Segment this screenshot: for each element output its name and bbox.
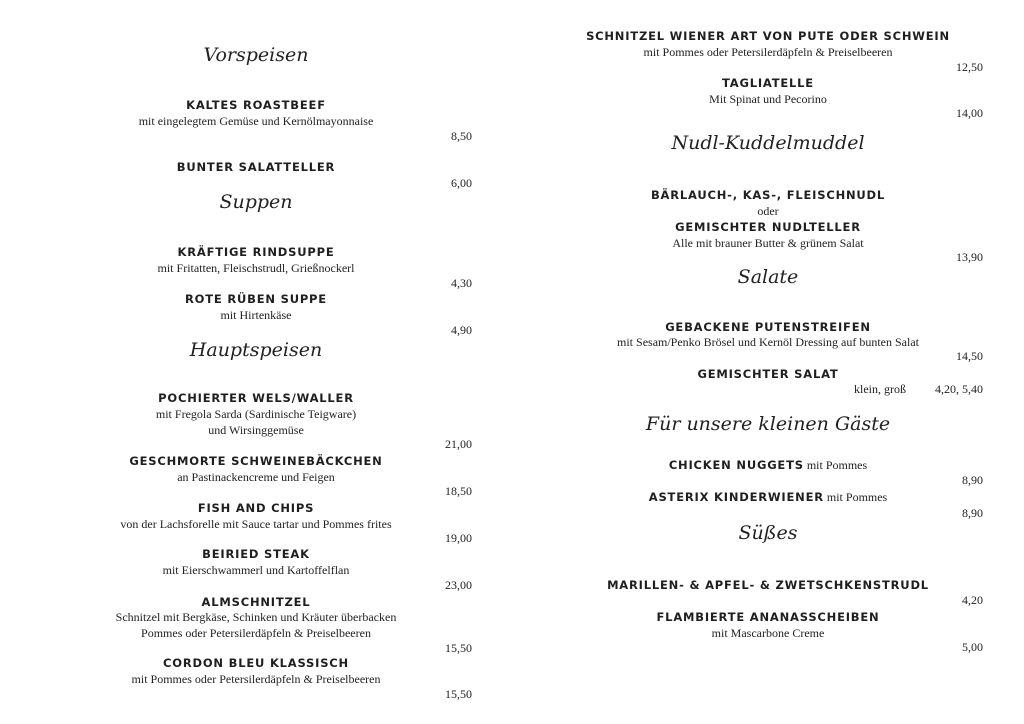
dish-description: mit Pommes oder Petersilerdäpfeln & Preiselbeeren: [131, 672, 381, 686]
dish-name-row: [512, 490, 1024, 505]
dish-description: Mit Spinat und Pecorino: [709, 92, 827, 106]
dish-name: GEMISCHTER SALAT: [697, 367, 839, 381]
dish-price: 4,20: [962, 593, 983, 607]
dish-name: CORDON BLEU KLASSISCH: [163, 656, 349, 670]
dish-name: ALMSCHNITZEL: [201, 595, 311, 609]
dish-description: oder: [757, 204, 779, 218]
dish-price: 14,50: [956, 349, 983, 363]
section-heading-kinder: Für unsere kleinen Gäste: [645, 413, 891, 435]
dish-price: 4,90: [451, 323, 472, 337]
dish-name: KALTES ROASTBEEF: [186, 98, 326, 112]
dish-name: FISH AND CHIPS: [197, 501, 315, 515]
section-heading-vorspeisen: Vorspeisen: [203, 44, 309, 66]
dish-price: 15,50: [445, 641, 472, 655]
section-heading-nudl: Nudl-Kuddelmuddel: [671, 132, 865, 154]
dish-price: 21,00: [445, 437, 472, 451]
dish-description: Schnitzel mit Bergkäse, Schinken und Kräuter überbacken: [115, 610, 397, 624]
dish-price: 6,00: [451, 176, 472, 190]
dish-name: ROTE RÜBEN SUPPE: [185, 292, 327, 306]
dish-description: Pommes oder Petersilerdäpfeln & Preiselbeeren: [141, 626, 371, 640]
dish-price: 12,50: [956, 60, 983, 74]
dish-description: von der Lachsforelle mit Sauce tartar und Pommes frites: [120, 517, 392, 531]
dish-name: MARILLEN- & APFEL- & ZWETSCHKENSTRUDL: [607, 578, 929, 592]
dish-description: mit Eierschwammerl und Kartoffelflan: [162, 563, 350, 577]
dish-sizes: klein, groß: [854, 382, 906, 396]
dish-price: 8,90: [962, 506, 983, 520]
dish-description: mit Pommes oder Petersilerdäpfeln & Preiselbeeren: [643, 45, 893, 59]
dish-name: BUNTER SALATTELLER: [176, 160, 336, 174]
dish-price: 15,50: [445, 687, 472, 701]
dish-description: mit eingelegtem Gemüse und Kernölmayonnaise: [138, 114, 374, 128]
dish-name: ASTERIX KINDERWIENER: [648, 490, 824, 504]
dish-name: GESCHMORTE SCHWEINEBÄCKCHEN: [129, 454, 383, 468]
dish-description: an Pastinackencreme und Feigen: [177, 470, 335, 484]
dish-price: 14,00: [956, 106, 983, 120]
dish-name-row: [512, 458, 1024, 473]
dish-price: 4,30: [451, 276, 472, 290]
dish-name: CHICKEN NUGGETS: [668, 458, 804, 472]
dish-price: 19,00: [445, 531, 472, 545]
dish-price: 13,90: [956, 250, 983, 264]
dish-description: mit Pommes: [803, 458, 868, 472]
dish-price: 18,50: [445, 484, 472, 498]
dish-name: BEIRIED STEAK: [202, 547, 310, 561]
dish-price: 8,90: [962, 473, 983, 487]
dish-price: 5,00: [962, 640, 983, 654]
dish-description: und Wirsinggemüse: [208, 423, 304, 437]
section-heading-suesses: Süßes: [738, 522, 798, 544]
dish-name: KRÄFTIGE RINDSUPPE: [177, 245, 335, 259]
dish-description: Alle mit brauner Butter & grünem Salat: [672, 236, 864, 250]
dish-name: GEMISCHTER NUDLTELLER: [675, 220, 861, 234]
section-heading-salate: Salate: [737, 266, 799, 288]
dish-name: TAGLIATELLE: [722, 76, 814, 90]
section-heading-hauptspeisen: Hauptspeisen: [189, 339, 323, 361]
dish-name: GEBACKENE PUTENSTREIFEN: [665, 320, 871, 334]
dish-name: BÄRLAUCH-, KAS-, FLEISCHNUDL: [650, 188, 886, 202]
dish-description: mit Fritatten, Fleischstrudl, Grießnockerl: [157, 261, 355, 275]
dish-name: POCHIERTER WELS/WALLER: [158, 391, 354, 405]
section-heading-suppen: Suppen: [219, 191, 293, 213]
dish-name: SCHNITZEL WIENER ART VON PUTE ODER SCHWEIN: [586, 29, 950, 43]
dish-price: 4,20, 5,40: [935, 382, 983, 396]
dish-name: FLAMBIERTE ANANASSCHEIBEN: [656, 610, 880, 624]
dish-price: 23,00: [445, 578, 472, 592]
dish-description: mit Fregola Sarda (Sardinische Teigware): [155, 407, 357, 421]
dish-description: mit Pommes: [823, 490, 888, 504]
dish-price: 8,50: [451, 129, 472, 143]
dish-description: mit Hirtenkäse: [220, 308, 292, 322]
dish-description: mit Sesam/Penko Brösel und Kernöl Dressing auf bunten Salat: [617, 335, 919, 349]
dish-description: mit Mascarbone Creme: [711, 626, 825, 640]
